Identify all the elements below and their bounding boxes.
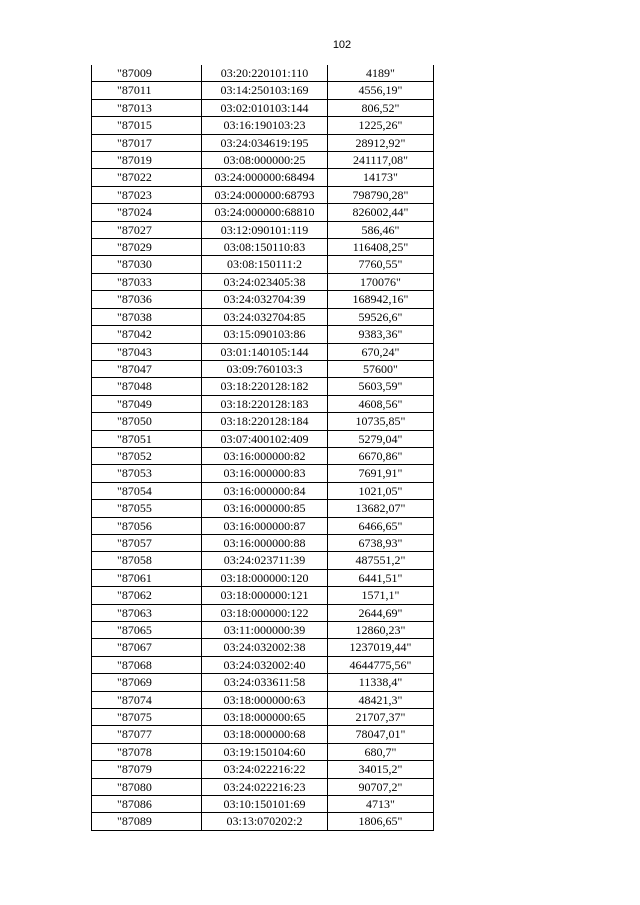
cadastral-number-cell: 03:18:000000:65 <box>202 709 328 726</box>
amount-cell: 6466,65" <box>328 517 434 534</box>
table-row <box>92 291 434 308</box>
amount-cell: 90707,2" <box>328 778 434 795</box>
row-id-cell: "87027 <box>92 221 202 238</box>
amount-cell: 826002,44" <box>328 204 434 221</box>
row-id-cell: "87015 <box>92 117 202 134</box>
row-id-cell: "87047 <box>92 360 202 377</box>
cadastral-number-cell: 03:24:023405:38 <box>202 273 328 290</box>
cadastral-number-cell: 03:19:150104:60 <box>202 743 328 760</box>
table-row <box>92 482 434 499</box>
row-id-cell: "87050 <box>92 413 202 430</box>
table-row <box>92 743 434 760</box>
cadastral-number-cell: 03:24:034619:195 <box>202 134 328 151</box>
table-row <box>92 587 434 604</box>
cadastral-number-cell: 03:07:400102:409 <box>202 430 328 447</box>
table-row <box>92 65 434 82</box>
table-row <box>92 343 434 360</box>
amount-cell: 806,52" <box>328 99 434 116</box>
cadastral-number-cell: 03:02:010103:144 <box>202 99 328 116</box>
cadastral-number-cell: 03:24:000000:68494 <box>202 169 328 186</box>
amount-cell: 241117,08" <box>328 152 434 169</box>
table-row <box>92 273 434 290</box>
cadastral-number-cell: 03:14:250103:169 <box>202 82 328 99</box>
cadastral-number-cell: 03:24:023711:39 <box>202 552 328 569</box>
amount-cell: 4644775,56" <box>328 656 434 673</box>
amount-cell: 11338,4" <box>328 674 434 691</box>
row-id-cell: "87048 <box>92 378 202 395</box>
cadastral-number-cell: 03:24:022216:22 <box>202 761 328 778</box>
table-body <box>92 65 434 830</box>
amount-cell: 7760,55" <box>328 256 434 273</box>
table-row <box>92 256 434 273</box>
row-id-cell: "87024 <box>92 204 202 221</box>
row-id-cell: "87078 <box>92 743 202 760</box>
row-id-cell: "87062 <box>92 587 202 604</box>
amount-cell: 48421,3" <box>328 691 434 708</box>
cadastral-number-cell: 03:18:000000:121 <box>202 587 328 604</box>
table-row <box>92 82 434 99</box>
amount-cell: 6670,86" <box>328 447 434 464</box>
cadastral-number-cell: 03:24:032704:39 <box>202 291 328 308</box>
table-row <box>92 239 434 256</box>
table-row <box>92 447 434 464</box>
table-row <box>92 117 434 134</box>
table-row <box>92 360 434 377</box>
amount-cell: 12860,23" <box>328 622 434 639</box>
table-row <box>92 378 434 395</box>
amount-cell: 13682,07" <box>328 500 434 517</box>
table-row <box>92 517 434 534</box>
amount-cell: 4556,19" <box>328 82 434 99</box>
table-row <box>92 813 434 830</box>
row-id-cell: "87033 <box>92 273 202 290</box>
table-row <box>92 186 434 203</box>
table-row <box>92 639 434 656</box>
cadastral-number-cell: 03:18:220128:183 <box>202 395 328 412</box>
cadastral-number-cell: 03:24:033611:58 <box>202 674 328 691</box>
data-table <box>91 65 434 831</box>
table-row <box>92 622 434 639</box>
amount-cell: 78047,01" <box>328 726 434 743</box>
row-id-cell: "87023 <box>92 186 202 203</box>
table-row <box>92 465 434 482</box>
table-row <box>92 430 434 447</box>
cadastral-number-cell: 03:08:150111:2 <box>202 256 328 273</box>
cadastral-number-cell: 03:13:070202:2 <box>202 813 328 830</box>
row-id-cell: "87055 <box>92 500 202 517</box>
amount-cell: 586,46" <box>328 221 434 238</box>
row-id-cell: "87056 <box>92 517 202 534</box>
table-row <box>92 674 434 691</box>
table-row <box>92 395 434 412</box>
cadastral-number-cell: 03:11:000000:39 <box>202 622 328 639</box>
amount-cell: 10735,85" <box>328 413 434 430</box>
table-row <box>92 221 434 238</box>
cadastral-number-cell: 03:09:760103:3 <box>202 360 328 377</box>
row-id-cell: "87022 <box>92 169 202 186</box>
table-row <box>92 99 434 116</box>
amount-cell: 9383,36" <box>328 326 434 343</box>
cadastral-number-cell: 03:08:150110:83 <box>202 239 328 256</box>
amount-cell: 487551,2" <box>328 552 434 569</box>
cadastral-number-cell: 03:18:000000:120 <box>202 569 328 586</box>
amount-cell: 5603,59" <box>328 378 434 395</box>
cadastral-number-cell: 03:16:000000:83 <box>202 465 328 482</box>
row-id-cell: "87058 <box>92 552 202 569</box>
row-id-cell: "87080 <box>92 778 202 795</box>
row-id-cell: "87017 <box>92 134 202 151</box>
row-id-cell: "87053 <box>92 465 202 482</box>
cadastral-number-cell: 03:16:000000:88 <box>202 534 328 551</box>
amount-cell: 116408,25" <box>328 239 434 256</box>
amount-cell: 1237019,44" <box>328 639 434 656</box>
row-id-cell: "87013 <box>92 99 202 116</box>
table-row <box>92 552 434 569</box>
amount-cell: 28912,92" <box>328 134 434 151</box>
cadastral-number-cell: 03:18:000000:68 <box>202 726 328 743</box>
row-id-cell: "87036 <box>92 291 202 308</box>
table-row <box>92 569 434 586</box>
table-row <box>92 726 434 743</box>
cadastral-number-cell: 03:08:000000:25 <box>202 152 328 169</box>
cadastral-number-cell: 03:10:150101:69 <box>202 796 328 813</box>
cadastral-number-cell: 03:18:000000:122 <box>202 604 328 621</box>
table-row <box>92 413 434 430</box>
row-id-cell: "87065 <box>92 622 202 639</box>
row-id-cell: "87030 <box>92 256 202 273</box>
amount-cell: 798790,28" <box>328 186 434 203</box>
row-id-cell: "87051 <box>92 430 202 447</box>
row-id-cell: "87063 <box>92 604 202 621</box>
row-id-cell: "87086 <box>92 796 202 813</box>
table-row <box>92 691 434 708</box>
cadastral-number-cell: 03:24:022216:23 <box>202 778 328 795</box>
cadastral-number-cell: 03:15:090103:86 <box>202 326 328 343</box>
table-row <box>92 169 434 186</box>
amount-cell: 5279,04" <box>328 430 434 447</box>
row-id-cell: "87089 <box>92 813 202 830</box>
amount-cell: 4189" <box>328 65 434 82</box>
amount-cell: 59526,6" <box>328 308 434 325</box>
row-id-cell: "87043 <box>92 343 202 360</box>
row-id-cell: "87069 <box>92 674 202 691</box>
table-row <box>92 152 434 169</box>
row-id-cell: "87054 <box>92 482 202 499</box>
amount-cell: 1021,05" <box>328 482 434 499</box>
row-id-cell: "87038 <box>92 308 202 325</box>
cadastral-number-cell: 03:16:000000:87 <box>202 517 328 534</box>
amount-cell: 1806,65" <box>328 813 434 830</box>
table-row <box>92 761 434 778</box>
cadastral-number-cell: 03:24:000000:68793 <box>202 186 328 203</box>
amount-cell: 2644,69" <box>328 604 434 621</box>
row-id-cell: "87011 <box>92 82 202 99</box>
cadastral-number-cell: 03:16:000000:82 <box>202 447 328 464</box>
table-row <box>92 656 434 673</box>
amount-cell: 34015,2" <box>328 761 434 778</box>
amount-cell: 670,24" <box>328 343 434 360</box>
cadastral-number-cell: 03:24:032704:85 <box>202 308 328 325</box>
amount-cell: 6738,93" <box>328 534 434 551</box>
table-row <box>92 204 434 221</box>
row-id-cell: "87049 <box>92 395 202 412</box>
amount-cell: 21707,37" <box>328 709 434 726</box>
row-id-cell: "87079 <box>92 761 202 778</box>
row-id-cell: "87074 <box>92 691 202 708</box>
row-id-cell: "87009 <box>92 65 202 82</box>
cadastral-number-cell: 03:24:000000:68810 <box>202 204 328 221</box>
cadastral-number-cell: 03:12:090101:119 <box>202 221 328 238</box>
cadastral-number-cell: 03:20:220101:110 <box>202 65 328 82</box>
cadastral-number-cell: 03:24:032002:38 <box>202 639 328 656</box>
table-row <box>92 326 434 343</box>
table-row <box>92 500 434 517</box>
cadastral-number-cell: 03:18:000000:63 <box>202 691 328 708</box>
row-id-cell: "87057 <box>92 534 202 551</box>
table-row <box>92 778 434 795</box>
row-id-cell: "87052 <box>92 447 202 464</box>
row-id-cell: "87019 <box>92 152 202 169</box>
table-row <box>92 604 434 621</box>
table-row <box>92 796 434 813</box>
amount-cell: 7691,91" <box>328 465 434 482</box>
table-row <box>92 709 434 726</box>
table-row <box>92 308 434 325</box>
table-row <box>92 534 434 551</box>
cadastral-number-cell: 03:18:220128:184 <box>202 413 328 430</box>
page-number: 102 <box>332 39 352 51</box>
cadastral-number-cell: 03:16:000000:84 <box>202 482 328 499</box>
row-id-cell: "87061 <box>92 569 202 586</box>
row-id-cell: "87042 <box>92 326 202 343</box>
amount-cell: 1571,1" <box>328 587 434 604</box>
amount-cell: 170076" <box>328 273 434 290</box>
cadastral-number-cell: 03:16:000000:85 <box>202 500 328 517</box>
cadastral-number-cell: 03:16:190103:23 <box>202 117 328 134</box>
row-id-cell: "87029 <box>92 239 202 256</box>
row-id-cell: "87068 <box>92 656 202 673</box>
table-row <box>92 134 434 151</box>
amount-cell: 168942,16" <box>328 291 434 308</box>
amount-cell: 57600" <box>328 360 434 377</box>
cadastral-number-cell: 03:24:032002:40 <box>202 656 328 673</box>
amount-cell: 4608,56" <box>328 395 434 412</box>
cadastral-number-cell: 03:18:220128:182 <box>202 378 328 395</box>
amount-cell: 14173" <box>328 169 434 186</box>
amount-cell: 680,7" <box>328 743 434 760</box>
amount-cell: 4713" <box>328 796 434 813</box>
amount-cell: 1225,26" <box>328 117 434 134</box>
row-id-cell: "87075 <box>92 709 202 726</box>
cadastral-number-cell: 03:01:140105:144 <box>202 343 328 360</box>
row-id-cell: "87067 <box>92 639 202 656</box>
amount-cell: 6441,51" <box>328 569 434 586</box>
row-id-cell: "87077 <box>92 726 202 743</box>
